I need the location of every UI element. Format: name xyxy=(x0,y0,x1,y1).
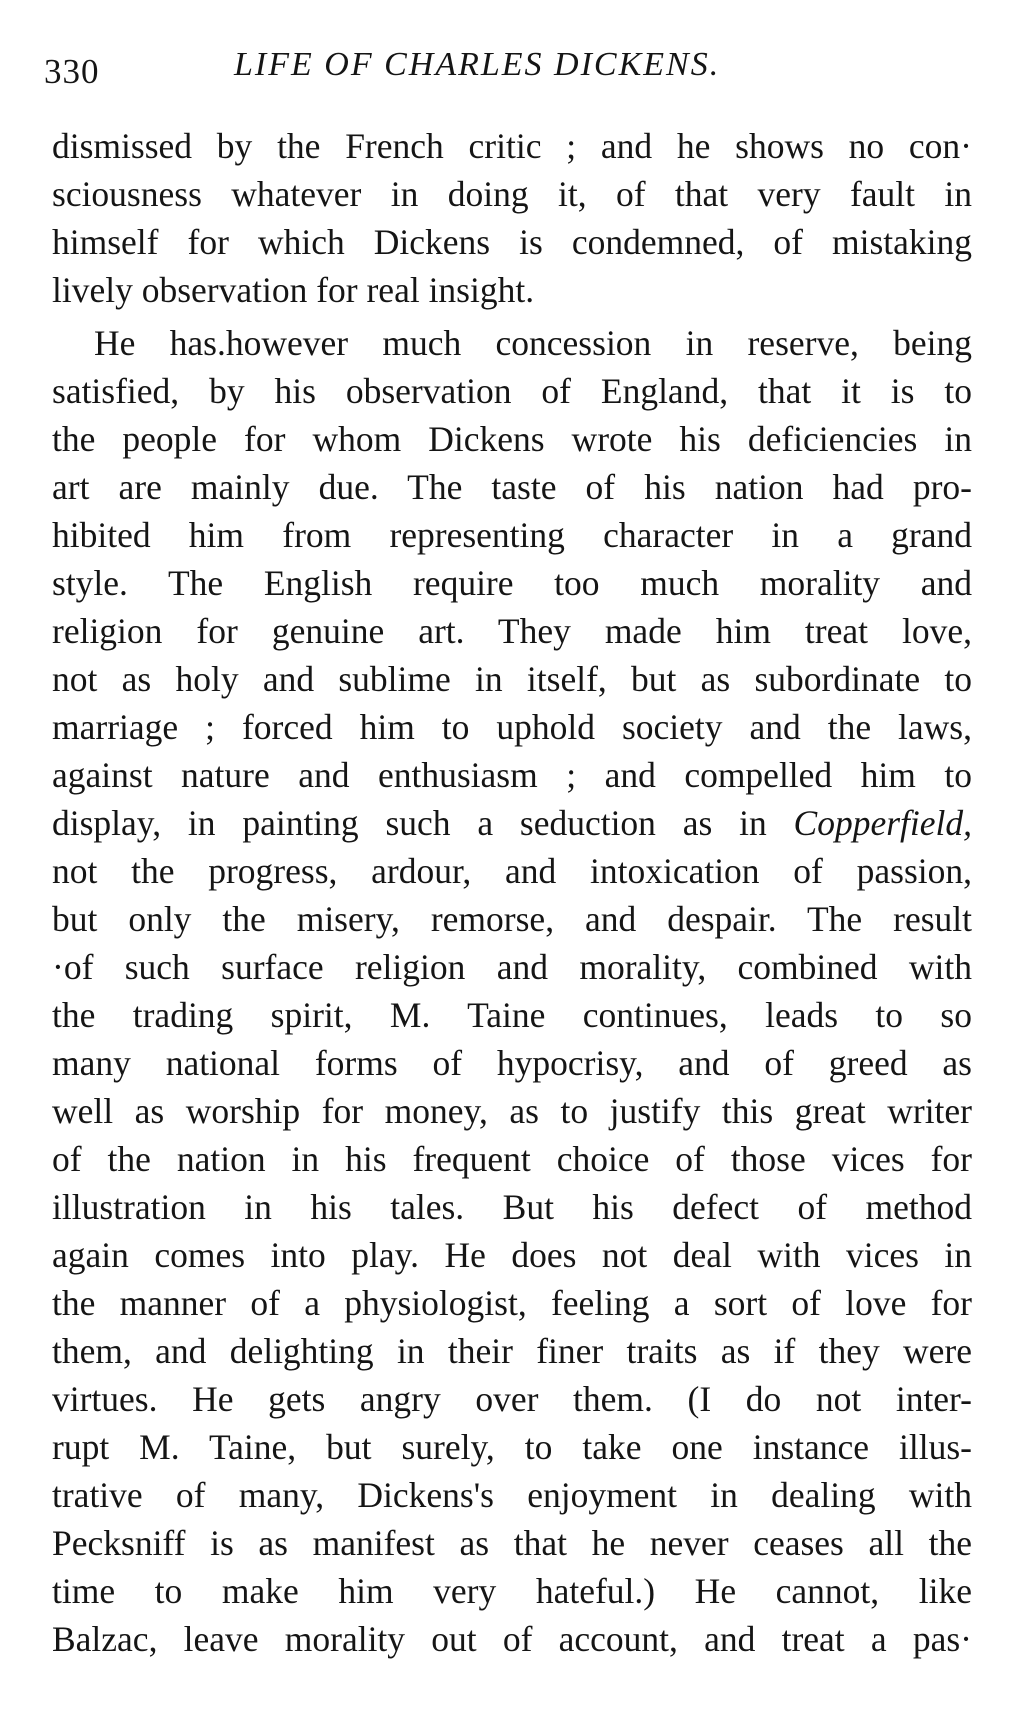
text-line: time to make him very hateful.) He cannot, like xyxy=(52,1571,972,1611)
text-line: sciousness whatever in doing it, of that very fault in xyxy=(52,174,972,214)
text-line: trative of many, Dickens's enjoyment in dealing with xyxy=(52,1475,972,1515)
text-line: against nature and enthusiasm ; and compelled him to xyxy=(52,755,972,795)
text-line: dismissed by the French critic ; and he shows no con· xyxy=(52,126,972,166)
text-line: art are mainly due. The taste of his nation had pro- xyxy=(52,467,972,507)
text-segment: display, in painting such a seduction as in xyxy=(52,803,794,843)
text-line: He has.however much concession in reserve, being xyxy=(94,323,972,363)
text-line: many national forms of hypocrisy, and of greed as xyxy=(52,1043,972,1083)
text-line: the people for whom Dickens wrote his deficiencies in xyxy=(52,419,972,459)
text-line: religion for genuine art. They made him treat love, xyxy=(52,611,972,651)
running-title: LIFE OF CHARLES DICKENS. xyxy=(234,46,721,83)
text-line: again comes into play. He does not deal with vices in xyxy=(52,1235,972,1275)
text-line: lively observation for real insight. xyxy=(52,270,535,310)
text-line: them, and delighting in their finer traits as if they were xyxy=(52,1331,972,1371)
paragraph-2 xyxy=(52,319,972,1663)
text-line: illustration in his tales. But his defect of method xyxy=(52,1187,972,1227)
italic-book-title: Copperfield, xyxy=(793,803,972,843)
text-line: Pecksniff is as manifest as that he never ceases all the xyxy=(52,1523,972,1563)
text-line: style. The English require too much morality and xyxy=(52,563,972,603)
text-line: but only the misery, remorse, and despair. The result xyxy=(52,899,972,939)
text-line: satisfied, by his observation of England, that it is to xyxy=(52,371,972,411)
text-line: ·of such surface religion and morality, combined with xyxy=(52,947,972,987)
text-line: not as holy and sublime in itself, but as subordinate to xyxy=(52,659,972,699)
text-line: rupt M. Taine, but surely, to take one instance illus- xyxy=(52,1427,972,1467)
page-number: 330 xyxy=(44,52,100,91)
page-header xyxy=(44,46,994,106)
text-line: the manner of a physiologist, feeling a sort of love for xyxy=(52,1283,972,1323)
body-text xyxy=(52,122,972,1663)
text-line: well as worship for money, as to justify this great writer xyxy=(52,1091,972,1131)
text-line: not the progress, ardour, and intoxication of passion, xyxy=(52,851,972,891)
text-line: of the nation in his frequent choice of those vices for xyxy=(52,1139,972,1179)
text-line: marriage ; forced him to uphold society and the laws, xyxy=(52,707,972,747)
text-line: virtues. He gets angry over them. (I do not inter- xyxy=(52,1379,972,1419)
text-line: himself for which Dickens is condemned, of mistaking xyxy=(52,222,972,262)
text-line-with-italic xyxy=(52,799,972,847)
paragraph-1 xyxy=(52,122,972,314)
text-line: hibited him from representing character in a grand xyxy=(52,515,972,555)
text-line: the trading spirit, M. Taine continues, leads to so xyxy=(52,995,972,1035)
text-line: Balzac, leave morality out of account, and treat a pas· xyxy=(52,1619,972,1659)
